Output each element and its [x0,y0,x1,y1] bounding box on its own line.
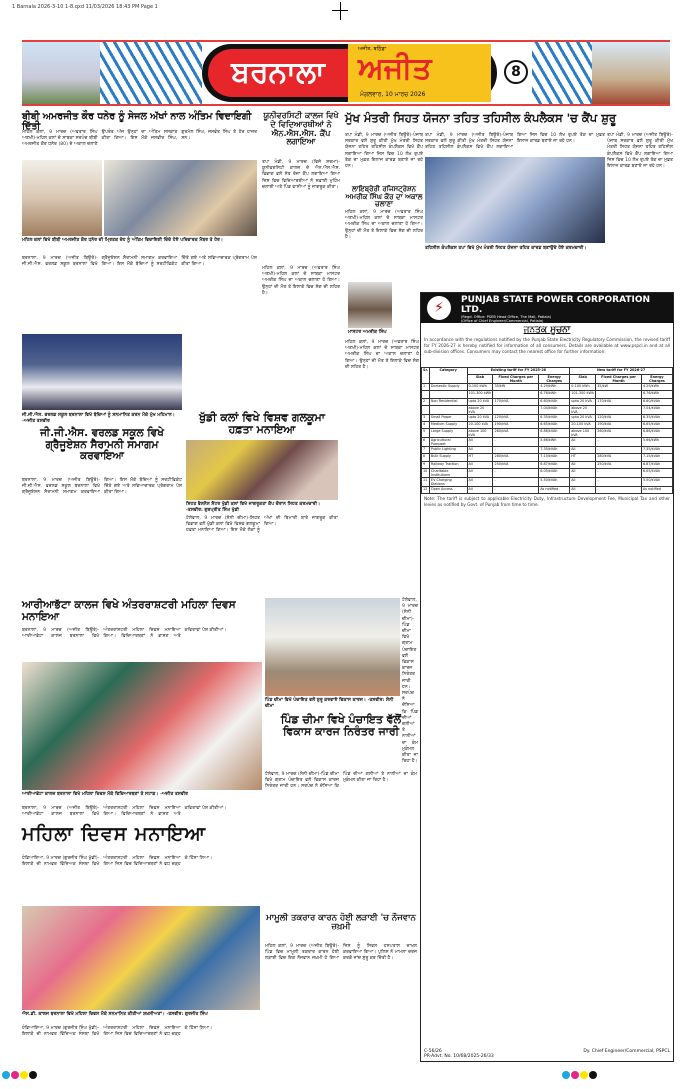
photo-caption: ਮਹਿਲ ਕਲਾਂ ਵਿਖੇ ਬੀਬੀ ਅਮਰਜੀਤ ਕੌਰ ਧਨੇਰ ਦੀ ਮ੍ਰਿਤਕ ਦੇਹ ਨੂੰ ਅੰਤਿਮ ਵਿਦਾਇਗੀ ਦਿੰਦੇ ਹੋਏ ਪਰਿਵਾਰਕ ਮੈਂਬਰ ਤੇ ਹੋਰ। [22,238,223,243]
table-cell: HT [570,454,596,461]
table-cell: 6.87/kVAh [641,461,672,468]
photo-caption: ਮਾਸਟਰ ਅਮਰੀਕ ਸਿੰਘ [348,330,387,335]
table-row [422,414,673,421]
table-row [422,477,673,486]
table-cell: 12 [422,486,430,493]
notice-text: In accordance with the regulations notified by the Punjab State Electricity Regulatory Commission, the revised tariff for FY 2026-27 is hereby notified for information of all consumers. Details are available at www.pspcl.in and at all sub-division offices. Consumers may contact the nearest office for further information: [424,337,670,354]
table-row [422,384,673,391]
crop-mark [332,10,348,11]
table-cell: 6.60/kVAh [539,398,570,405]
table-cell: Bulk Supply [429,454,467,461]
table-cell: 5.50/kVAh [641,477,672,486]
table-row [422,421,673,428]
col-header: Sr. [422,368,430,384]
table-cell: 260/kVA [493,429,539,438]
table-cell: Domestic Supply [429,384,467,391]
page-number: 8 [504,60,528,84]
table-cell: Large Supply [429,429,467,438]
table-row [422,486,673,493]
table-cell: - [596,447,642,454]
table-cell [596,405,642,414]
col-header: Existing tariff for FY 2025-26 [467,368,570,375]
table-cell: All [467,447,493,454]
table-cell: - [493,468,539,477]
table-cell: 4.29/kWh [641,384,672,391]
table-cell: 6.05/kVAh [539,468,570,477]
table-cell: 6.35/kVAh [539,414,570,421]
table-cell: Small Power [429,414,467,421]
headline: ਮਹਿਲਾ ਦਿਵਸ ਮਨਾਇਆ [22,823,207,845]
article-body: ਬਰਨਾਲਾ, 9 ਮਾਰਚ (ਅਜੀਤ ਬਿਊਰੋ)-ਆਰੀਆਭੱਟਾ ਕਾਲਜ ਬਰਨਾਲਾ ਵਿਖੇ ਅੰਤਰਰਾਸ਼ਟਰੀ ਮਹਿਲਾ ਦਿਵਸ ਮਨਾਇਆ ਗਿਆ। ਵਿਦਿਆਰਥਣਾਂ ਨੇ ਭਾਸ਼ਣ ਅਤੇ ਕਵਿਤਾਵਾਂ ਪੇਸ਼ ਕੀਤੀਆਂ। [22,806,227,818]
health-camp-photo [425,157,605,243]
table-row [422,405,673,414]
notice-footnote: Note: The tariff is subject to applicable Electricity Duty, Infrastructure Development Fee, Municipal Tax and other levies as notified by Govt. of Punjab from time to time. [424,495,670,507]
table-cell: 6.65/kVAh [641,421,672,428]
table-cell: - [493,447,539,454]
table-cell [596,391,642,398]
photo-caption: ਆਰੀਆਭੱਟਾ ਕਾਲਜ ਬਰਨਾਲਾ ਵਿਖੇ ਮਹਿਲਾ ਦਿਵਸ ਮੌਕੇ ਵਿਦਿਆਰਥਣਾਂ ਤੇ ਸਟਾਫ਼। -ਅਜੀਤ ਤਸਵੀਰ [22,792,188,797]
table-cell: 7 [422,447,430,454]
headline: ਪਿੰਡ ਚੀਮਾ ਵਿਖੇ ਪੰਚਾਇਤ ਵੱਲੋਂ ਵਿਕਾਸ ਕਾਰਜ ਨਿਰੰਤਰ ਜਾਰੀ [280,713,402,739]
table-cell: EV Charging Stations [429,477,467,486]
table-cell [493,391,539,398]
table-cell: All [570,468,596,477]
headline: ਲਾਇਬ੍ਰੇਰੀ ਰਜਿਸਟ੍ਰੇਸ਼ਨ ਅਮਰੀਕ ਸਿੰਘ ਕੌਰ ਦਾ ਅਕਾਲ ਚਲਾਣਾ [345,185,423,209]
table-cell: 7.15/kVAh [539,454,570,461]
table-cell: 7.04/kVAh [641,405,672,414]
table-cell: Medium Supply [429,421,467,428]
pspcl-logo-icon: ⚡ [427,296,451,320]
article-body: ਟੱਲੇਵਾਲ, 9 ਮਾਰਚ (ਸੋਨੀ ਚੀਮਾ)-ਪਿੰਡ ਚੀਮਾ ਵਿਖੇ ਗ੍ਰਾਮ ਪੰਚਾਇਤ ਵਲੋਂ ਵਿਕਾਸ ਕਾਰਜ ਨਿਰੰਤਰ ਜਾਰੀ ਹਨ। ਸਰਪੰਚ ਨੇ ਦੱਸਿਆ ਕਿ ਪਿੰਡ ਦੀਆਂ ਗਲੀਆਂ ਤੇ ਨਾਲੀਆਂ ਦਾ ਕੰਮ ਮੁਕੰਮਲ ਕੀਤਾ ਜਾ ਰਿਹਾ ਹੈ। [402,598,418,765]
table-row [422,468,673,477]
article-body: ਤਪਾ ਮੰਡੀ, 9 ਮਾਰਚ (ਵਿਜੇ ਸ਼ਰਮਾ)-ਯੂਨੀਵਰਸਿਟੀ ਕਾਲਜ ਦੇ ਐਨ.ਐਸ.ਐਸ. ਵਿਭਾਗ ਵਲੋਂ ਸੱਤ ਰੋਜ਼ਾ ਕੈਂਪ ਲਗਾਇਆ ਗਿਆ ਜਿਸ ਵਿਚ ਵਿਦਿਆਰਥੀਆਂ ਨੇ ਸਫ਼ਾਈ ਮੁਹਿੰਮ ਚਲਾਈ ਅਤੇ ਪਿੰਡ ਵਾਸੀਆਂ ਨੂੰ ਜਾਗਰੂਕ ਕੀਤਾ। [262,160,340,190]
ad-subtitle: (Regd. Office: PSEB Head Office, The Mall, Patiala) [461,315,552,319]
headline: ਆਰੀਆਭੱਟਾ ਕਾਲਜ ਵਿਖੇ ਅੰਤਰਰਾਸ਼ਟਰੀ ਮਹਿਲਾ ਦਿਵਸ ਮਨਾਇਆ [22,599,236,623]
table-cell: 7.15/kVAh [641,454,672,461]
table-cell: Public Lighting [429,447,467,454]
table-cell [429,405,467,414]
table-cell: 6.05/kVAh [641,468,672,477]
crop-mark [340,2,341,20]
table-cell: 4 [422,421,430,428]
article-body: ਮਹਿਲ ਕਲਾਂ, 9 ਮਾਰਚ (ਅਜੀਤ ਬਿਊਰੋ)-ਪਿੰਡ ਵਿਚ ਮਾਮੂਲੀ ਤਕਰਾਰ ਕਾਰਨ ਹੋਈ ਲੜਾਈ ਵਿਚ ਇਕ ਨੌਜਵਾਨ ਜ਼ਖ਼ਮੀ ਹੋ ਗਿਆ ਜਿਸ ਨੂੰ ਸਿਵਲ ਹਸਪਤਾਲ ਦਾਖ਼ਲ ਕਰਵਾਇਆ ਗਿਆ। ਪੁਲਿਸ ਨੇ ਮਾਮਲਾ ਦਰਜ ਕਰਕੇ ਜਾਂਚ ਸ਼ੁਰੂ ਕਰ ਦਿੱਤੀ ਹੈ। [265,944,417,962]
table-cell: 1 [422,384,430,391]
headline: ਮੁੱਖ ਮੰਤਰੀ ਸਿਹਤ ਯੋਜਨਾ ਤਹਿਤ ਤਹਿਸੀਲ ਕੰਪਲੈਕਸ 'ਚ ਕੈਂਪ ਸ਼ੁਰੂ [345,111,616,125]
table-cell [422,405,430,414]
panchayat-photo [265,598,400,696]
table-cell: 35/kW [493,384,539,391]
col-header: New tariff for FY 2026-27 [570,368,673,375]
table-cell: All [467,486,493,493]
womens-day-photo [22,906,260,1010]
table-cell: 0-100 kWh [570,384,596,391]
table-cell: 5.66/kWh [539,438,570,447]
table-cell: 0-100 kWh [467,384,493,391]
headline: ਬੀਬੀ ਅਮਰਜੀਤ ਕੌਰ ਧਨੇਰ ਨੂੰ ਸੇਜਲ ਅੱਖਾਂ ਨਾਲ ਅੰਤਿਮ ਵਿਦਾਇਗੀ ਦਿੱਤੀ [22,111,252,133]
table-cell: 9 [422,461,430,468]
print-slug: 1 Barnala 2026-3-10 1-8.qxd 11/03/2026 18:43 PM Page 1 [12,4,158,10]
table-cell: - [596,477,642,486]
table-cell: 6.65/kVAh [539,421,570,428]
table-cell: 6.35/kVAh [641,414,672,421]
table-cell: 6 [422,438,430,447]
article-body: ਬਰਨਾਲਾ, 9 ਮਾਰਚ (ਅਜੀਤ ਬਿਊਰੋ)-ਆਰੀਆਭੱਟਾ ਕਾਲਜ ਬਰਨਾਲਾ ਵਿਖੇ ਅੰਤਰਰਾਸ਼ਟਰੀ ਮਹਿਲਾ ਦਿਵਸ ਮਨਾਇਆ ਗਿਆ। ਵਿਦਿਆਰਥਣਾਂ ਨੇ ਭਾਸ਼ਣ ਅਤੇ ਕਵਿਤਾਵਾਂ ਪੇਸ਼ ਕੀਤੀਆਂ। [22,628,227,640]
article-body: ਮਹਿਲ ਕਲਾਂ, 9 ਮਾਰਚ (ਅਵਤਾਰ ਸਿੰਘ ਅਣਖੀ)-ਮਹਿਲ ਕਲਾਂ ਦੇ ਸਾਬਕਾ ਮਾਸਟਰ ਅਮਰੀਕ ਸਿੰਘ ਦਾ ਅਕਾਲ ਚਲਾਣਾ ਹੋ ਗਿਆ। ਉਨ੍ਹਾਂ ਦੀ ਮੌਤ ਤੇ ਇਲਾਕੇ ਵਿਚ ਸੋਗ ਦੀ ਲਹਿਰ ਹੈ। [345,210,423,240]
table-cell: 5 [422,429,430,438]
article-body: ਹੰਡਿਆਇਆ, 9 ਮਾਰਚ (ਗੁਰਜੀਤ ਸਿੰਘ ਖੁੱਡੀ)-ਇਲਾਕੇ ਦੀ ਨਾਮਵਰ ਵਿੱਦਿਅਕ ਸੰਸਥਾ ਵਿਖੇ ਅੰਤਰਰਾਸ਼ਟਰੀ ਮਹਿਲਾ ਦਿਵਸ ਮਨਾਇਆ ਗਿਆ ਜਿਸ ਵਿਚ ਵਿਦਿਆਰਥਣਾਂ ਨੇ ਵਧ ਚੜ੍ਹ ਕੇ ਹਿੱਸਾ ਲਿਆ। [22,856,213,868]
table-cell [422,391,430,398]
table-cell: HT [467,454,493,461]
article-body: ਮਹਿਲ ਕਲਾਂ, 9 ਮਾਰਚ (ਅਵਤਾਰ ਸਿੰਘ ਅਣਖੀ)-ਮਹਿਲ ਕਲਾਂ ਦੇ ਸਾਬਕਾ ਮਾਸਟਰ ਅਮਰੀਕ ਸਿੰਘ ਦਾ ਅਕਾਲ ਚਲਾਣਾ ਹੋ ਗਿਆ। ਉਨ੍ਹਾਂ ਦੀ ਮੌਤ ਤੇ ਇਲਾਕੇ ਵਿਚ ਸੋਗ ਦੀ ਲਹਿਰ ਹੈ। [262,266,340,296]
table-cell: above 20 kVA [570,405,596,414]
col-subheader: Slab [570,375,596,384]
table-cell: 6.86/kVAh [539,429,570,438]
masthead-logo [202,44,497,102]
table-cell: 101-300 kWh [570,391,596,398]
city-photo [592,42,670,104]
table-cell: 250/kVA [596,461,642,468]
color-registration-marks [2,1064,38,1083]
col-header: Category [429,368,467,384]
table-cell: Railway Traction [429,461,467,468]
city-name: ਬਰਨਾਲਾ [208,49,348,97]
womens-day-college-photo [22,662,262,790]
table-cell: All [570,461,596,468]
table-cell: Charitable Institutions [429,468,467,477]
col-subheader: Fixed Charges per Month [596,375,642,384]
notice-title: ਜਨਤਕ ਸੂਚਨਾ [523,325,571,335]
table-cell: 6.86/kVAh [641,429,672,438]
table-cell: Non Residential [429,398,467,405]
masthead [22,40,670,106]
article-body: ਤਪਾ ਮੰਡੀ, 9 ਮਾਰਚ (ਅਜੀਤ ਬਿਊਰੋ)-ਪੰਜਾਬ ਸਰਕਾਰ ਵਲੋਂ ਸ਼ੁਰੂ ਕੀਤੀ ਮੁੱਖ ਮੰਤਰੀ ਸਿਹਤ ਯੋਜਨਾ ਤਹਿਤ ਤਹਿਸੀਲ ਕੰਪਲੈਕਸ ਵਿਖੇ ਕੈਂਪ ਲਗਾਇਆ ਗਿਆ ਜਿਸ ਵਿਚ 10 ਲੱਖ ਰੁਪਏ ਤੱਕ ਦਾ ਮੁਫ਼ਤ ਇਲਾਜ ਕਾਰਡ ਬਣਾਏ ਜਾ ਰਹੇ ਹਨ। [607,133,673,170]
table-cell: All [570,438,596,447]
table-cell: - [596,438,642,447]
headline: ਜੀ.ਜੀ.ਐਸ. ਵਰਲਡ ਸਕੂਲ ਵਿਖੇ ਗ੍ਰੈਜੂਏਸ਼ਨ ਸੈਰਾਮਨੀ ਸਮਾਗਮ ਕਰਵਾਇਆ [40,427,164,463]
table-cell: 10 [422,468,430,477]
table-cell: - [596,468,642,477]
table-cell: above 100 kVA [467,429,493,438]
table-cell: 20-100 kVA [570,421,596,428]
table-cell: 7.35/kVAh [641,447,672,454]
obituary-photo [348,282,392,328]
table-cell: As notified [539,486,570,493]
article-body: ਟੱਲੇਵਾਲ, 9 ਮਾਰਚ (ਸੋਨੀ ਚੀਮਾ)-ਸਿਹਤ ਵਿਭਾਗ ਵਲੋਂ ਖੁੱਡੀ ਕਲਾਂ ਵਿਖੇ ਵਿਸ਼ਵ ਗਲਕੂਮਾ ਹਫ਼ਤਾ ਮਨਾਇਆ ਗਿਆ। ਇਸ ਮੌਕੇ ਲੋਕਾਂ ਨੂੰ ਅੱਖਾਂ ਦੀ ਬਿਮਾਰੀ ਬਾਰੇ ਜਾਗਰੂਕ ਕੀਤਾ ਗਿਆ। [186,516,338,534]
table-row [422,454,673,461]
table-cell: 120/kVA [596,414,642,421]
table-row [422,398,673,405]
ad-ref: C-56/26 [424,1049,442,1054]
table-cell: All [570,486,596,493]
banner-pattern [100,42,202,104]
table-cell: 35/kW [596,384,642,391]
pr-number: PR-Advt. No. 10/68/2025-26/33 [424,1054,494,1059]
table-cell: Agricultural Pumpset [429,438,467,447]
table-cell: 280/kVA [596,454,642,461]
ad-footer [424,1049,670,1059]
table-cell: 280/kVA [493,454,539,461]
ad-subtitle: (Office of Chief Engineer/Commercial, Patiala) [461,319,544,324]
portrait-photo [22,160,102,236]
table-row [422,438,673,447]
col-subheader: Energy Charges [641,375,672,384]
color-registration-marks [562,1064,598,1083]
col-subheader: Energy Charges [539,375,570,384]
headline: ਖੁੱਡੀ ਕਲਾਂ ਵਿਖੇ ਵਿਸ਼ਵ ਗਲਕੂਮਾ ਹਫ਼ਤਾ ਮਨਾਇਆ [199,411,325,437]
headline: ਮਾਮੂਲੀ ਤਕਰਾਰ ਕਾਰਨ ਹੋਈ ਲੜਾਈ 'ਚ ਨੌਜਵਾਨ ਜ਼ਖ਼ਮੀ [266,913,416,933]
table-cell: Open Access [429,486,467,493]
photo-caption: ਜੀ.ਜੀ.ਐਸ. ਵਰਲਡ ਸਕੂਲ ਬਰਨਾਲਾ ਵਿਖੇ ਬੱਚਿਆਂ ਨੂੰ ਸਨਮਾਨਿਤ ਕਰਨ ਮੌਕੇ ਮੁੱਖ ਮਹਿਮਾਨ। -ਅਜੀਤ ਤਸਵੀਰ [22,413,175,424]
photo-caption: ਪਿੰਡ ਚੀਮਾ ਵਿਖੇ ਪੰਚਾਇਤ ਵਲੋਂ ਸ਼ੁਰੂ ਕਰਵਾਏ ਵਿਕਾਸ ਕਾਰਜ। -ਤਸਵੀਰ: ਸੋਨੀ ਚੀਮਾ [265,698,394,709]
table-cell: 3 [422,414,430,421]
glaucoma-week-photo [186,440,338,500]
table-cell: upto 20 kVA [467,398,493,405]
article-body: ਮਹਿਲ ਕਲਾਂ, 9 ਮਾਰਚ (ਅਵਤਾਰ ਸਿੰਘ ਅਣਖੀ)-ਮਹਿਲ ਕਲਾਂ ਦੇ ਸਾਬਕਾ ਮਾਸਟਰ ਅਮਰੀਕ ਸਿੰਘ ਦਾ ਅਕਾਲ ਚਲਾਣਾ ਹੋ ਗਿਆ। ਉਨ੍ਹਾਂ ਦੀ ਮੌਤ ਤੇ ਇਲਾਕੇ ਵਿਚ ਸੋਗ ਦੀ ਲਹਿਰ ਹੈ। [345,340,419,370]
table-cell: 120/kVA [493,414,539,421]
banner-pattern [532,42,592,104]
table-cell: All [570,447,596,454]
article-body: ਤਪਾ ਮੰਡੀ, 9 ਮਾਰਚ (ਅਜੀਤ ਬਿਊਰੋ)-ਪੰਜਾਬ ਸਰਕਾਰ ਵਲੋਂ ਸ਼ੁਰੂ ਕੀਤੀ ਮੁੱਖ ਮੰਤਰੀ ਸਿਹਤ ਯੋਜਨਾ ਤਹਿਤ ਤਹਿਸੀਲ ਕੰਪਲੈਕਸ ਵਿਖੇ ਕੈਂਪ ਲਗਾਇਆ ਗਿਆ ਜਿਸ ਵਿਚ 10 ਲੱਖ ਰੁਪਏ ਤੱਕ ਦਾ ਮੁਫ਼ਤ ਇਲਾਜ ਕਾਰਡ ਬਣਾਏ ਜਾ ਰਹੇ ਹਨ। [345,133,423,170]
graduation-photo [22,334,182,410]
table-cell: 6.76/kWh [539,391,570,398]
article-body: ਬਰਨਾਲਾ, 9 ਮਾਰਚ (ਅਜੀਤ ਬਿਊਰੋ)-ਜੀ.ਜੀ.ਐਸ. ਵਰਲਡ ਸਕੂਲ ਬਰਨਾਲਾ ਵਿਖੇ ਗ੍ਰੈਜੂਏਸ਼ਨ ਸੈਰਾਮਨੀ ਸਮਾਗਮ ਕਰਵਾਇਆ ਗਿਆ। ਇਸ ਮੌਕੇ ਬੱਚਿਆਂ ਨੂੰ ਸਰਟੀਫਿਕੇਟ ਦਿੱਤੇ ਗਏ ਅਤੇ ਸਭਿਆਚਾਰਕ ਪ੍ਰੋਗਰਾਮ ਪੇਸ਼ ਕੀਤਾ ਗਿਆ। [22,478,182,496]
table-cell: 5.66/kWh [641,438,672,447]
col-subheader: Slab [467,375,493,384]
col-subheader: Fixed Charges per Month [493,375,539,384]
table-cell: 101-300 kWh [467,391,493,398]
table-cell: 170/kVA [493,398,539,405]
pspcl-tariff-notice [420,292,674,1062]
table-cell: 20-100 kVA [467,421,493,428]
table-cell: All [467,468,493,477]
table-cell: 5.50/kVAh [539,477,570,486]
table-cell: 2 [422,398,430,405]
table-cell: - [493,438,539,447]
table-cell: As notified [641,486,672,493]
table-cell: upto 20 kVA [570,398,596,405]
table-cell: All [467,461,493,468]
company-name: PUNJAB STATE POWER CORPORATION LTD. [461,295,651,315]
table-row [422,391,673,398]
table-cell [493,405,539,414]
table-row [422,429,673,438]
ad-subtitle: (Tel. No. / E-mail for Commercial Section) [461,328,535,333]
table-cell: 260/kVA [596,429,642,438]
table-cell: All [467,477,493,486]
table-cell: 6.76/kWh [641,391,672,398]
table-cell: 11 [422,477,430,486]
photo-caption: ਐਸ.ਡੀ. ਕਾਲਜ ਬਰਨਾਲਾ ਵਿਖੇ ਮਹਿਲਾ ਦਿਵਸ ਮੌਕੇ ਸਨਮਾਨਿਤ ਕੀਤੀਆਂ ਸ਼ਖ਼ਸੀਅਤਾਂ। -ਤਸਵੀਰ: ਗੁਰਜੀਤ ਸਿੰਘ [22,1012,208,1017]
table-cell: All [467,438,493,447]
article-body: ਟੱਲੇਵਾਲ, 9 ਮਾਰਚ (ਸੋਨੀ ਚੀਮਾ)-ਪਿੰਡ ਚੀਮਾ ਵਿਖੇ ਗ੍ਰਾਮ ਪੰਚਾਇਤ ਵਲੋਂ ਵਿਕਾਸ ਕਾਰਜ ਨਿਰੰਤਰ ਜਾਰੀ ਹਨ। ਸਰਪੰਚ ਨੇ ਦੱਸਿਆ ਕਿ ਪਿੰਡ ਦੀਆਂ ਗਲੀਆਂ ਤੇ ਨਾਲੀਆਂ ਦਾ ਕੰਮ ਮੁਕੰਮਲ ਕੀਤਾ ਜਾ ਰਿਹਾ ਹੈ। [265,772,417,790]
table-cell: upto 20 kVA [570,414,596,421]
table-cell: - [493,486,539,493]
article-body: ਬਰਨਾਲਾ, 9 ਮਾਰਚ (ਅਜੀਤ ਬਿਊਰੋ)-ਜੀ.ਜੀ.ਐਸ. ਵਰਲਡ ਸਕੂਲ ਬਰਨਾਲਾ ਵਿਖੇ ਗ੍ਰੈਜੂਏਸ਼ਨ ਸੈਰਾਮਨੀ ਸਮਾਗਮ ਕਰਵਾਇਆ ਗਿਆ। ਇਸ ਮੌਕੇ ਬੱਚਿਆਂ ਨੂੰ ਸਰਟੀਫਿਕੇਟ ਦਿੱਤੇ ਗਏ ਅਤੇ ਸਭਿਆਚਾਰਕ ਪ੍ਰੋਗਰਾਮ ਪੇਸ਼ ਕੀਤਾ ਗਿਆ। [22,256,257,268]
table-cell: 190/kVA [596,421,642,428]
table-row [422,447,673,454]
table-cell: 7.35/kVAh [539,447,570,454]
funeral-photo [104,160,257,236]
photo-caption: ਤਹਿਸੀਲ ਕੰਪਲੈਕਸ ਤਪਾ ਵਿਖੇ ਮੁੱਖ ਮੰਤਰੀ ਸਿਹਤ ਯੋਜਨਾ ਤਹਿਤ ਕਾਰਡ ਬਣਾਉਂਦੇ ਹੋਏ ਕਰਮਚਾਰੀ। [425,246,587,251]
gate-photo [22,42,100,104]
article-body: ਹੰਡਿਆਇਆ, 9 ਮਾਰਚ (ਗੁਰਜੀਤ ਸਿੰਘ ਖੁੱਡੀ)-ਇਲਾਕੇ ਦੀ ਨਾਮਵਰ ਵਿੱਦਿਅਕ ਸੰਸਥਾ ਵਿਖੇ ਅੰਤਰਰਾਸ਼ਟਰੀ ਮਹਿਲਾ ਦਿਵਸ ਮਨਾਇਆ ਗਿਆ ਜਿਸ ਵਿਚ ਵਿਦਿਆਰਥਣਾਂ ਨੇ ਵਧ ਚੜ੍ਹ ਕੇ ਹਿੱਸਾ ਲਿਆ। [22,1026,213,1038]
signatory: Dy. Chief Engineer/Commercial, PSPCL [583,1049,670,1054]
table-row [422,461,673,468]
table-cell: 6.87/kVAh [539,461,570,468]
article-body: ਮਹਿਲ ਕਲਾਂ, 9 ਮਾਰਚ (ਅਵਤਾਰ ਸਿੰਘ ਅਣਖੀ)-ਮਹਿਲ ਕਲਾਂ ਦੇ ਸਾਬਕਾ ਸਰਪੰਚ ਬੀਬੀ ਅਮਰਜੀਤ ਕੌਰ ਧਨੇਰ (80) ਦੇ ਅਕਾਲ ਚਲਾਣੇ ਉਪਰੰਤ ਅੱਜ ਉਨ੍ਹਾਂ ਦਾ ਅੰਤਿਮ ਸਸਕਾਰ ਕੀਤਾ ਗਿਆ। ਇਸ ਮੌਕੇ ਜਸਵੀਰ ਸਿੰਘ, ਗੁਰਮੇਲ ਸਿੰਘ, ਜਸਵੰਤ ਸਿੰਘ ਤੇ ਹੋਰ ਹਾਜ਼ਰ ਸਨ। [22,130,257,148]
table-cell: above 100 kVA [570,429,596,438]
table-cell: 6.60/kVAh [641,398,672,405]
issue-date: ਮੰਗਲਵਾਰ, 10 ਮਾਰਚ 2026 [360,91,426,98]
table-cell: 7.04/kVAh [539,405,570,414]
table-cell: - [596,486,642,493]
table-cell: above 20 kVA [467,405,493,414]
table-cell: upto 20 kVA [467,414,493,421]
table-cell: All [570,477,596,486]
table-cell [429,391,467,398]
table-cell: - [493,477,539,486]
paper-name: ਅਜੀਤ [348,44,491,102]
tariff-table [421,367,673,494]
masthead-tagline: ਅਜੀਤ, ਬਠਿੰਡਾ [358,46,387,52]
headline: ਯੂਨੀਵਰਸਿਟੀ ਕਾਲਜ ਵਿਖੇ ਦੇ ਵਿਦਿਆਰਥੀਆਂ ਨੇ ਐਨ.ਐਸ.ਐਸ. ਕੈਂਪ ਲਗਾਇਆ [263,111,339,147]
article-body: ਤਪਾ ਮੰਡੀ, 9 ਮਾਰਚ (ਅਜੀਤ ਬਿਊਰੋ)-ਪੰਜਾਬ ਸਰਕਾਰ ਵਲੋਂ ਸ਼ੁਰੂ ਕੀਤੀ ਮੁੱਖ ਮੰਤਰੀ ਸਿਹਤ ਯੋਜਨਾ ਤਹਿਤ ਤਹਿਸੀਲ ਕੰਪਲੈਕਸ ਵਿਖੇ ਕੈਂਪ ਲਗਾਇਆ ਗਿਆ ਜਿਸ ਵਿਚ 10 ਲੱਖ ਰੁਪਏ ਤੱਕ ਦਾ ਮੁਫ਼ਤ ਇਲਾਜ ਕਾਰਡ ਬਣਾਏ ਜਾ ਰਹੇ ਹਨ। [425,133,605,151]
table-cell: 250/kVA [493,461,539,468]
ad-subtitle: CIN: U40109PB2010SGC033813, Website: www.pspcl.in [461,323,562,328]
table-cell: 170/kVA [596,398,642,405]
photo-caption: ਸਿਹਤ ਵੈਲਨੈਸ ਸੈਂਟਰ ਖੁੱਡੀ ਕਲਾਂ ਵਿਖੇ ਜਾਗਰੂਕਤਾ ਕੈਂਪ ਦੌਰਾਨ ਸਿਹਤ ਕਰਮਚਾਰੀ। -ਤਸਵੀਰ: ਗੁਰਪ੍ਰੀਤ ਸਿੰਘ ਖੁੱਡੀ [186,502,321,513]
table-cell: 190/kVA [493,421,539,428]
table-cell: 8 [422,454,430,461]
table-cell: 4.29/kWh [539,384,570,391]
